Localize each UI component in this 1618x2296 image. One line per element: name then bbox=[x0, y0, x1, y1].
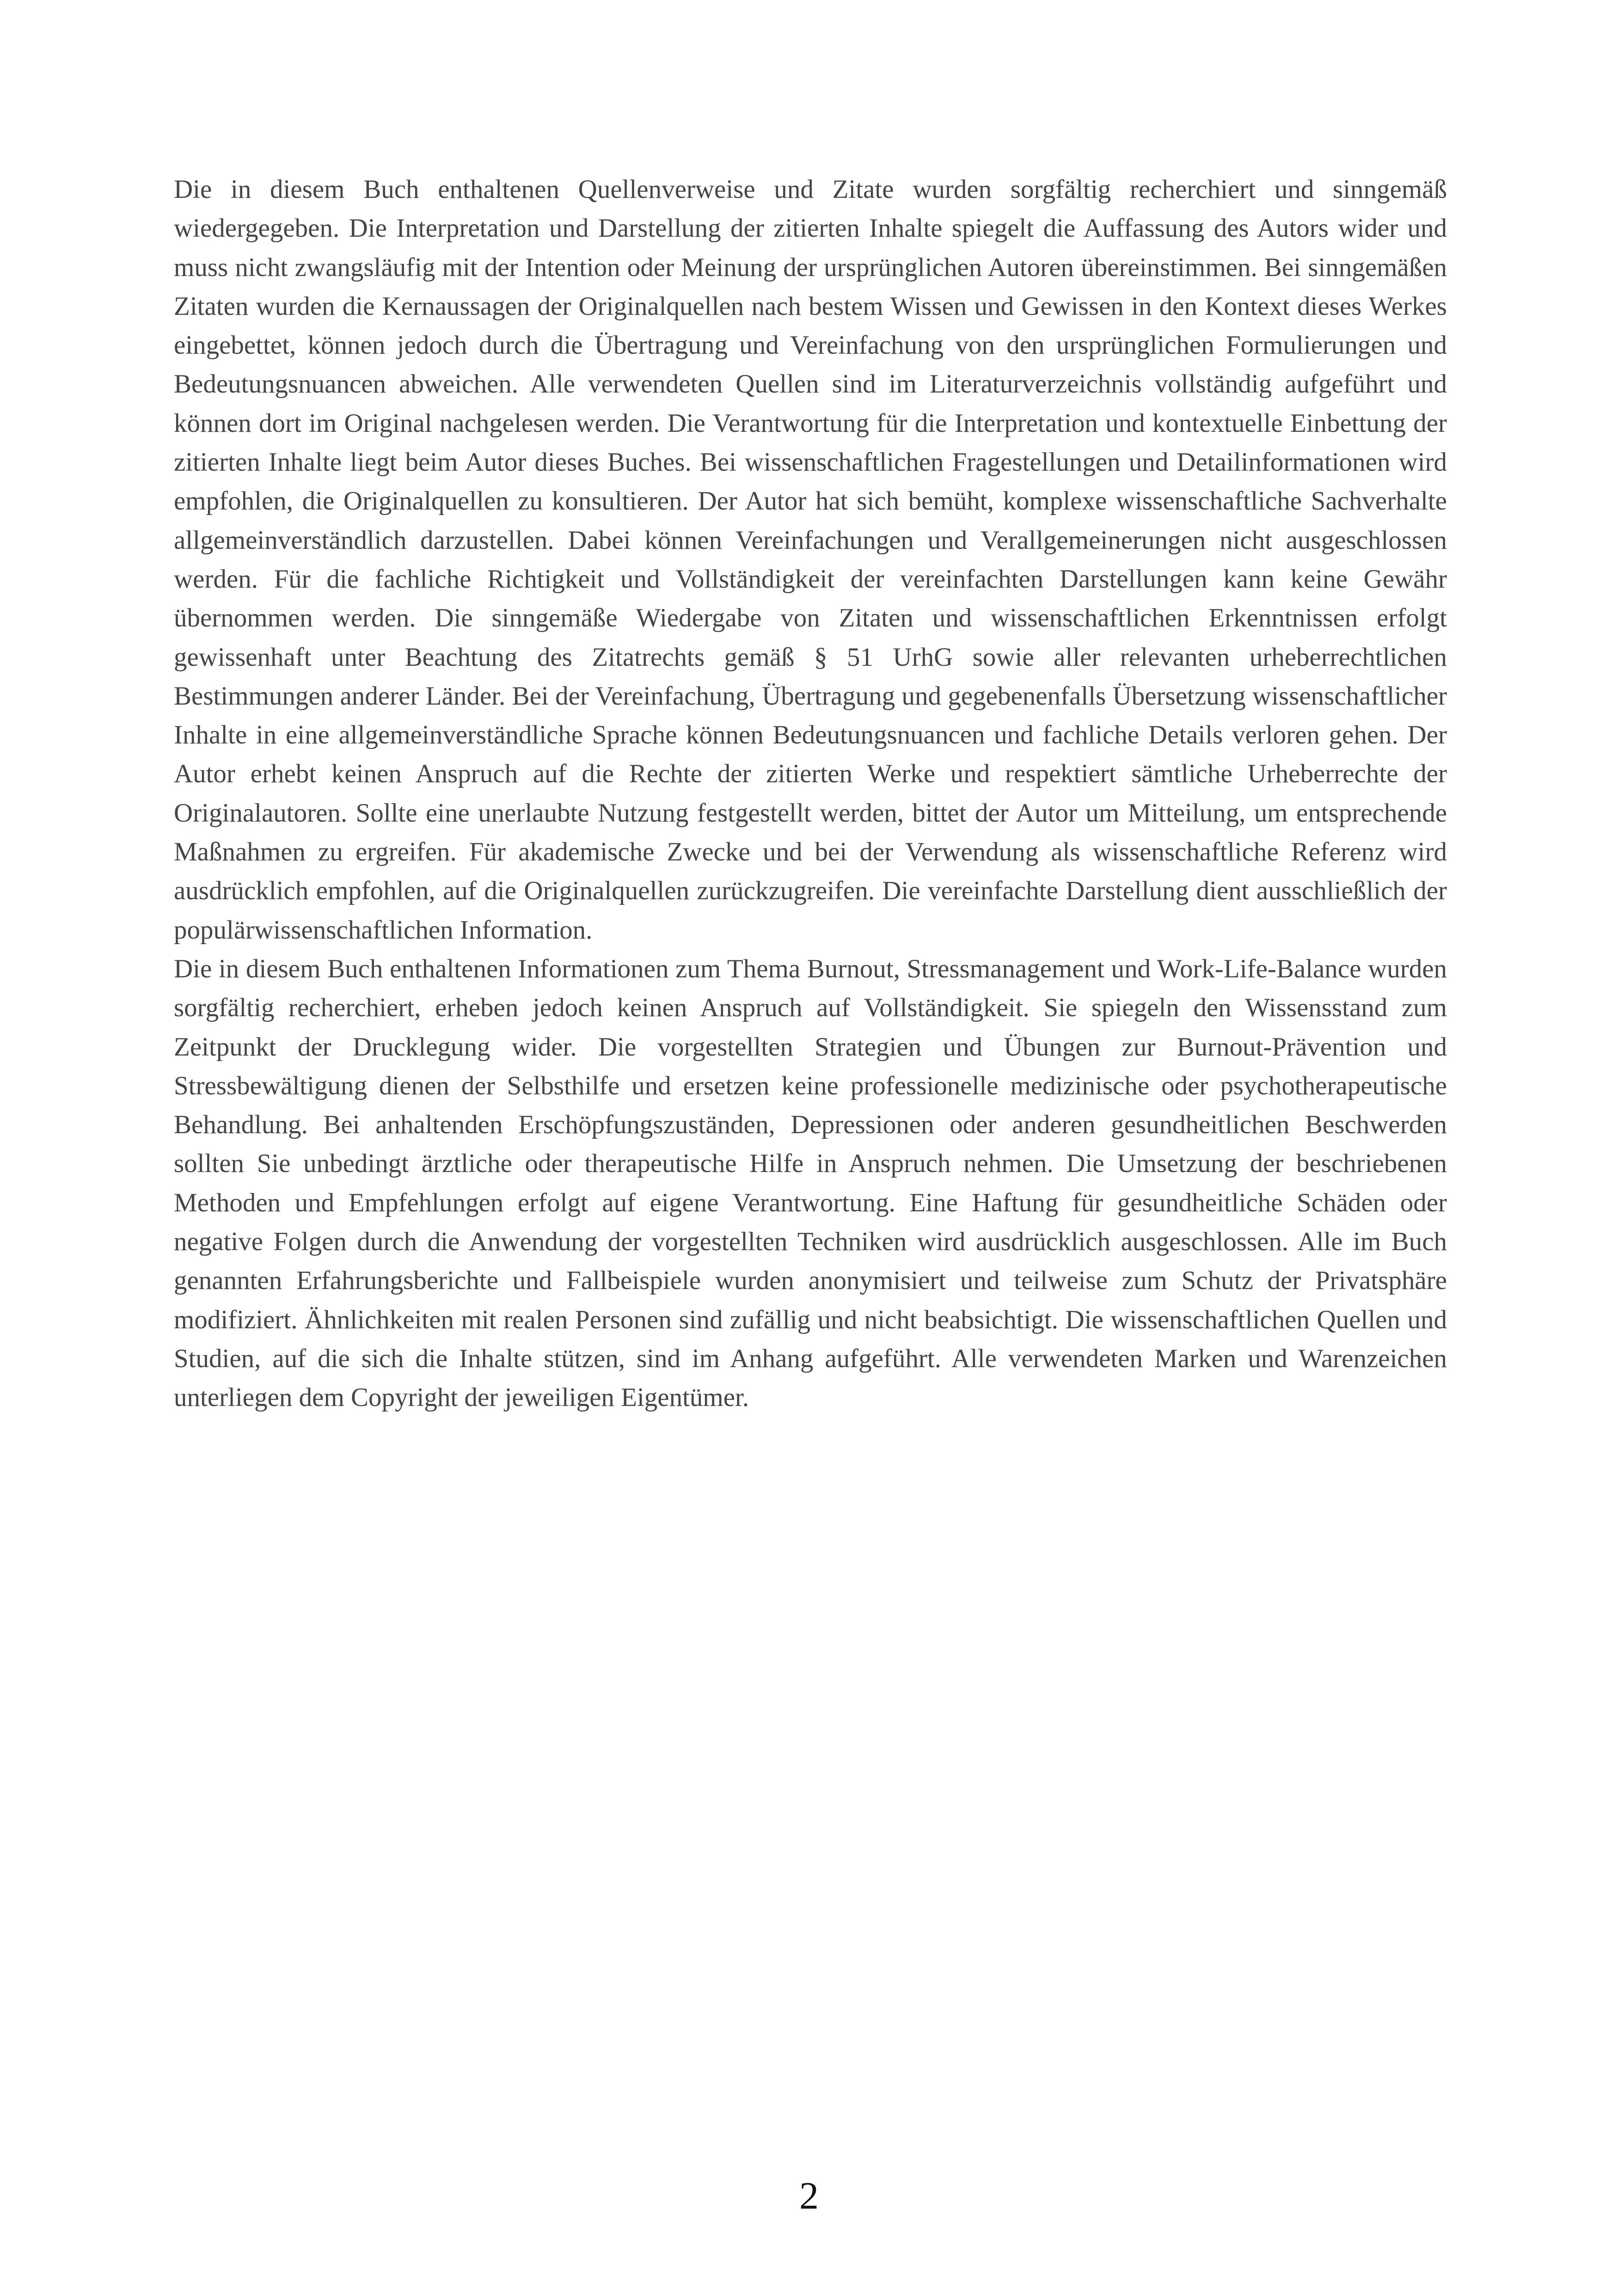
paragraph-source-disclaimer: Die in diesem Buch enthaltenen Quellenverweise und Zitate wurden sorgfältig recherchiert und sinngemäß wiedergegeben. Die Interpretation und Darstellung der zitierten Inhalte spiegelt die Auffassung des Autors wider und muss nicht zwangsläufig mit der Intention oder Meinung der ursprünglichen Autoren übereinstimmen. Bei sinngemäßen Zitaten wurden die Kernaussagen der Originalquellen nach bestem Wissen und Gewissen in den Kontext dieses Werkes eingebettet, können jedoch durch die Übertragung und Vereinfachung von den ursprünglichen Formulierungen und Bedeutungsnuancen abweichen. Alle verwendeten Quellen sind im Literaturverzeichnis vollständig aufgeführt und können dort im Original nachgelesen werden. Die Verantwortung für die Interpretation und kontextuelle Einbettung der zitierten Inhalte liegt beim Autor dieses Buches. Bei wissenschaftlichen Fragestellungen und Detailinformationen wird empfohlen, die Originalquellen zu konsultieren. Der Autor hat sich bemüht, komplexe wissenschaftliche Sachverhalte allgemeinverständlich darzustellen. Dabei können Vereinfachungen und Verallgemeinerungen nicht ausgeschlossen werden. Für die fachliche Richtigkeit und Vollständigkeit der vereinfachten Darstellungen kann keine Gewähr übernommen werden. Die sinngemäße Wiedergabe von Zitaten und wissenschaftlichen Erkenntnissen erfolgt gewissenhaft unter Beachtung des Zitatrechts gemäß § 51 UrhG sowie aller relevanten urheberrechtlichen Bestimmungen anderer Länder. Bei der Vereinfachung, Übertragung und gegebenenfalls Übersetzung wissenschaftlicher Inhalte in eine allgemeinverständliche Sprache können Bedeutungsnuancen und fachliche Details verloren gehen. Der Autor erhebt keinen Anspruch auf die Rechte der zitierten Werke und respektiert sämtliche Urheberrechte der Originalautoren. Sollte eine unerlaubte Nutzung festgestellt werden, bittet der Autor um Mitteilung, um entsprechende Maßnahmen zu ergreifen. Für akademische Zwecke und bei der Verwendung als wissenschaftliche Referenz wird ausdrücklich empfohlen, auf die Originalquellen zurückzugreifen. Die vereinfachte Darstellung dient ausschließlich der populärwissenschaftlichen Information. bbox=[174, 175, 1447, 945]
body-text bbox=[174, 170, 1447, 1418]
page-number: 2 bbox=[799, 2174, 819, 2217]
paragraph-health-disclaimer: Die in diesem Buch enthaltenen Informationen zum Thema Burnout, Stressmanagement und Work-Life-Balance wurden sorgfältig recherchiert, erheben jedoch keinen Anspruch auf Vollständigkeit. Sie spiegeln den Wissensstand zum Zeitpunkt der Drucklegung wider. Die vorgestellten Strategien und Übungen zur Burnout-Prävention und Stressbewältigung dienen der Selbsthilfe und ersetzen keine professionelle medizinische oder psychotherapeutische Behandlung. Bei anhaltenden Erschöpfungszuständen, Depressionen oder anderen gesundheitlichen Beschwerden sollten Sie unbedingt ärztliche oder therapeutische Hilfe in Anspruch nehmen. Die Umsetzung der beschriebenen Methoden und Empfehlungen erfolgt auf eigene Verantwortung. Eine Haftung für gesundheitliche Schäden oder negative Folgen durch die Anwendung der vorgestellten Techniken wird ausdrücklich ausgeschlossen. Alle im Buch genannten Erfahrungsberichte und Fallbeispiele wurden anonymisiert und teilweise zum Schutz der Privatsphäre modifiziert. Ähnlichkeiten mit realen Personen sind zufällig und nicht beabsichtigt. Die wissenschaftlichen Quellen und Studien, auf die sich die Inhalte stützen, sind im Anhang aufgeführt. Alle verwendeten Marken und Warenzeichen unterliegen dem Copyright der jeweiligen Eigentümer. bbox=[174, 954, 1447, 1412]
